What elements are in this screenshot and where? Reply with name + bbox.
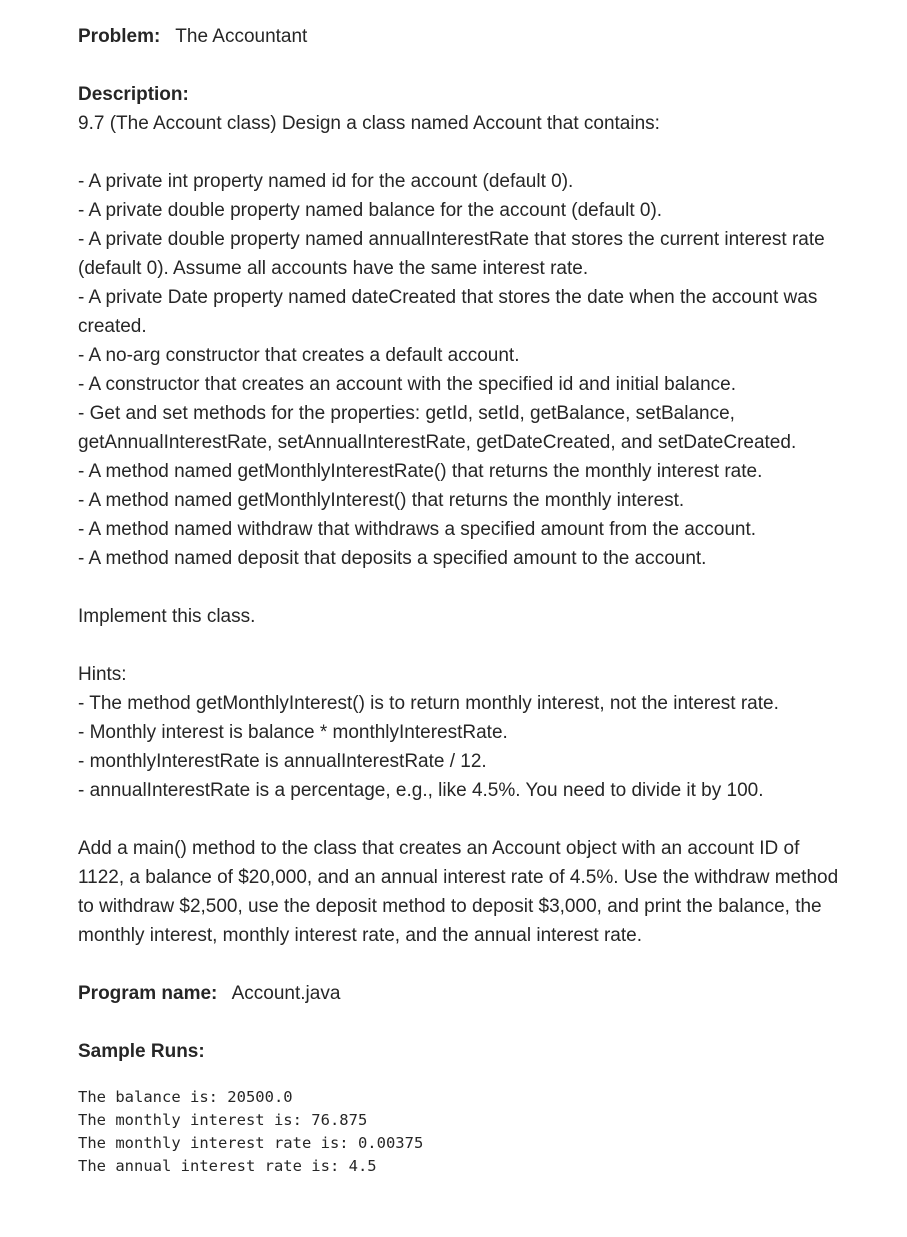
description-row <box>78 80 848 109</box>
spec-item: - A method named deposit that deposits a specified amount to the account. <box>78 548 707 569</box>
hints-label: Hints: <box>78 664 127 685</box>
spec-item: - A private Date property named dateCreated that stores the date when the account was created. <box>78 287 818 337</box>
spec-item: - Get and set methods for the properties: getId, setId, getBalance, setBalance, getAnnualInterestRate, setAnnualInterestRate, getDateCreated, and setDateCreated. <box>78 403 797 453</box>
sample-output-block <box>78 1086 848 1178</box>
problem-document <box>78 22 848 1178</box>
spec-item: - A method named getMonthlyInterestRate() that returns the monthly interest rate. <box>78 461 763 482</box>
description-intro: 9.7 (The Account class) Design a class named Account that contains: <box>78 113 660 134</box>
program-name-row <box>78 979 848 1008</box>
sample-runs-row <box>78 1037 848 1066</box>
spec-item: - A method named getMonthlyInterest() that returns the monthly interest. <box>78 490 685 511</box>
sample-runs-label: Sample Runs: <box>78 1041 205 1062</box>
output-line: The monthly interest rate is: 0.00375 <box>78 1134 424 1152</box>
spec-item: - A method named withdraw that withdraws a specified amount from the account. <box>78 519 757 540</box>
description-label: Description: <box>78 84 189 105</box>
output-line: The annual interest rate is: 4.5 <box>78 1157 377 1175</box>
hint-item: - The method getMonthlyInterest() is to return monthly interest, not the interest rate. <box>78 693 779 714</box>
output-line: The monthly interest is: 76.875 <box>78 1111 368 1129</box>
spec-item: - A private double property named annualInterestRate that stores the current interest rate (default 0). Assume all accounts have the same interest rate. <box>78 229 825 279</box>
problem-row <box>78 22 848 51</box>
program-name-label: Program name: <box>78 983 218 1004</box>
program-file-name: Account.java <box>231 983 341 1004</box>
implement-text: Implement this class. <box>78 606 256 627</box>
spec-item: - A private int property named id for the account (default 0). <box>78 171 574 192</box>
hint-item: - monthlyInterestRate is annualInterestRate / 12. <box>78 751 487 772</box>
spec-item: - A private double property named balance for the account (default 0). <box>78 200 663 221</box>
main-method-paragraph: Add a main() method to the class that creates an Account object with an account ID of 1122, a balance of $20,000, and an annual interest rate of 4.5%. Use the withdraw method to withdraw $2,500, use the deposit method to deposit $3,000, and print the balance, the monthly interest, monthly interest rate, and the annual interest rate. <box>78 838 839 946</box>
spec-item: - A constructor that creates an account with the specified id and initial balance. <box>78 374 736 395</box>
output-line: The balance is: 20500.0 <box>78 1088 293 1106</box>
hint-item: - Monthly interest is balance * monthlyInterestRate. <box>78 722 508 743</box>
spec-item: - A no-arg constructor that creates a default account. <box>78 345 520 366</box>
hint-item: - annualInterestRate is a percentage, e.g., like 4.5%. You need to divide it by 100. <box>78 780 764 801</box>
problem-label: Problem: <box>78 26 161 47</box>
problem-title: The Accountant <box>175 26 308 47</box>
